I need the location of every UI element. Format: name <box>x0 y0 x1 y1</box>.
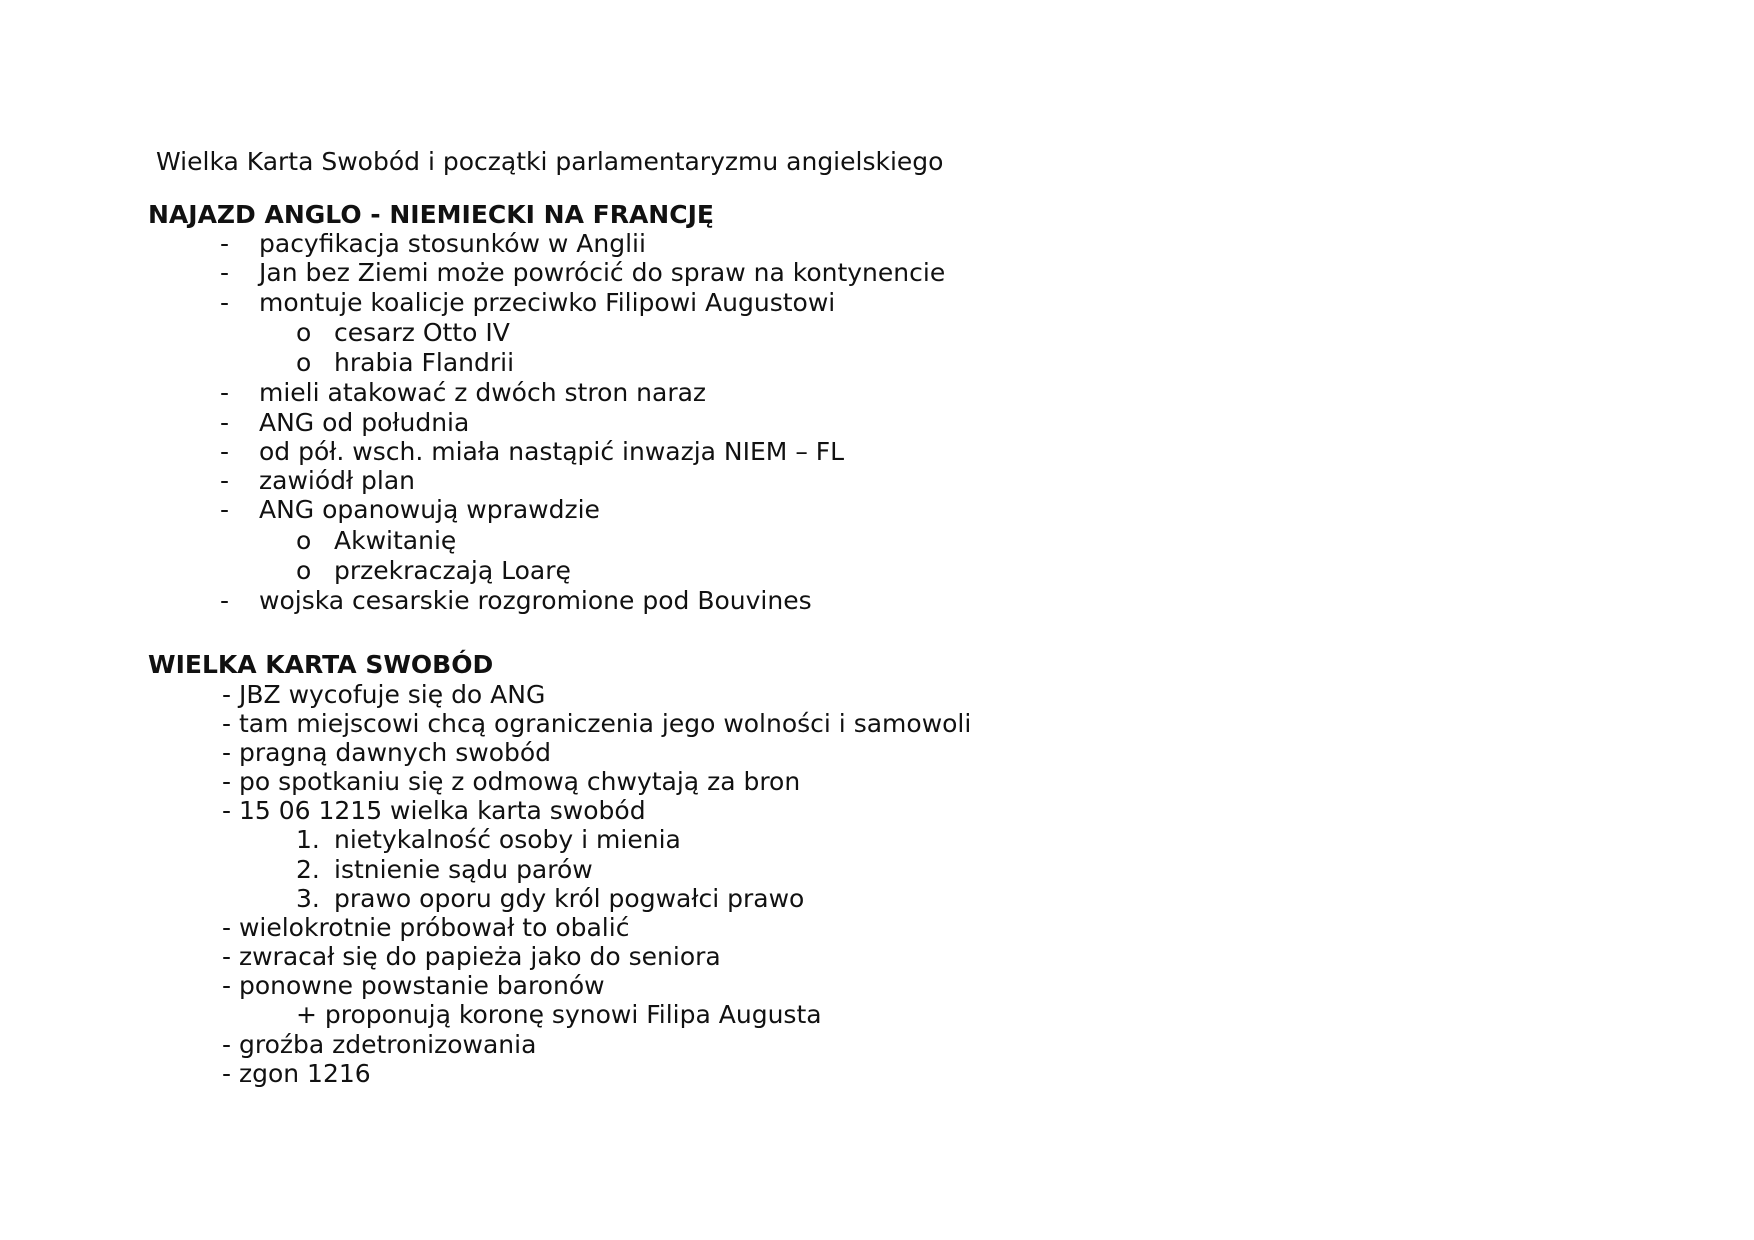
dash-marker: - <box>220 437 230 466</box>
dash-marker: - <box>220 495 230 524</box>
list-item: - JBZ wycofuje się do ANG <box>222 680 546 709</box>
dash-marker: - <box>220 466 230 495</box>
list-item: montuje koalicje przeciwko Filipowi Augustowi <box>259 288 836 317</box>
sub-list-item: hrabia Flandrii <box>334 348 515 377</box>
bullet-o-marker: o <box>296 348 312 377</box>
list-item: - zgon 1216 <box>222 1059 371 1088</box>
numbered-marker: 3. <box>296 884 320 913</box>
numbered-item: nietykalność osoby i mienia <box>334 825 681 854</box>
numbered-marker: 1. <box>296 825 320 854</box>
section-heading-najazd: NAJAZD ANGLO - NIEMIECKI NA FRANCJĘ <box>148 200 714 229</box>
numbered-marker: 2. <box>296 855 320 884</box>
document-title: Wielka Karta Swobód i początki parlamentaryzmu angielskiego <box>156 147 944 176</box>
numbered-item: istnienie sądu parów <box>334 855 593 884</box>
numbered-item: prawo oporu gdy król pogwałci prawo <box>334 884 805 913</box>
dash-marker: - <box>220 258 230 287</box>
plus-item: + proponują koronę synowi Filipa Augusta <box>296 1000 822 1029</box>
bullet-o-marker: o <box>296 556 312 585</box>
bullet-o-marker: o <box>296 526 312 555</box>
list-item: - groźba zdetronizowania <box>222 1030 537 1059</box>
list-item: ANG opanowują wprawdzie <box>259 495 600 524</box>
list-item: pacyfikacja stosunków w Anglii <box>259 229 646 258</box>
list-item: - zwracał się do papieża jako do seniora <box>222 942 721 971</box>
list-item: - tam miejscowi chcą ograniczenia jego wolności i samowoli <box>222 709 972 738</box>
list-item: ANG od południa <box>259 408 470 437</box>
list-item: Jan bez Ziemi może powrócić do spraw na kontynencie <box>259 258 946 287</box>
list-item: - wielokrotnie próbował to obalić <box>222 913 630 942</box>
list-item: - ponowne powstanie baronów <box>222 971 605 1000</box>
bullet-o-marker: o <box>296 318 312 347</box>
list-item: zawiódł plan <box>259 466 416 495</box>
dash-marker: - <box>220 229 230 258</box>
list-item: - 15 06 1215 wielka karta swobód <box>222 796 646 825</box>
list-item: - pragną dawnych swobód <box>222 738 552 767</box>
dash-marker: - <box>220 288 230 317</box>
list-item: od pół. wsch. miała nastąpić inwazja NIEM – FL <box>259 437 845 466</box>
sub-list-item: przekraczają Loarę <box>334 556 571 585</box>
list-item: mieli atakować z dwóch stron naraz <box>259 378 707 407</box>
list-item: wojska cesarskie rozgromione pod Bouvines <box>259 586 812 615</box>
section-heading-karta: WIELKA KARTA SWOBÓD <box>148 650 494 679</box>
dash-marker: - <box>220 408 230 437</box>
dash-marker: - <box>220 378 230 407</box>
dash-marker: - <box>220 586 230 615</box>
sub-list-item: Akwitanię <box>334 526 457 555</box>
sub-list-item: cesarz Otto IV <box>334 318 510 347</box>
list-item: - po spotkaniu się z odmową chwytają za bron <box>222 767 801 796</box>
